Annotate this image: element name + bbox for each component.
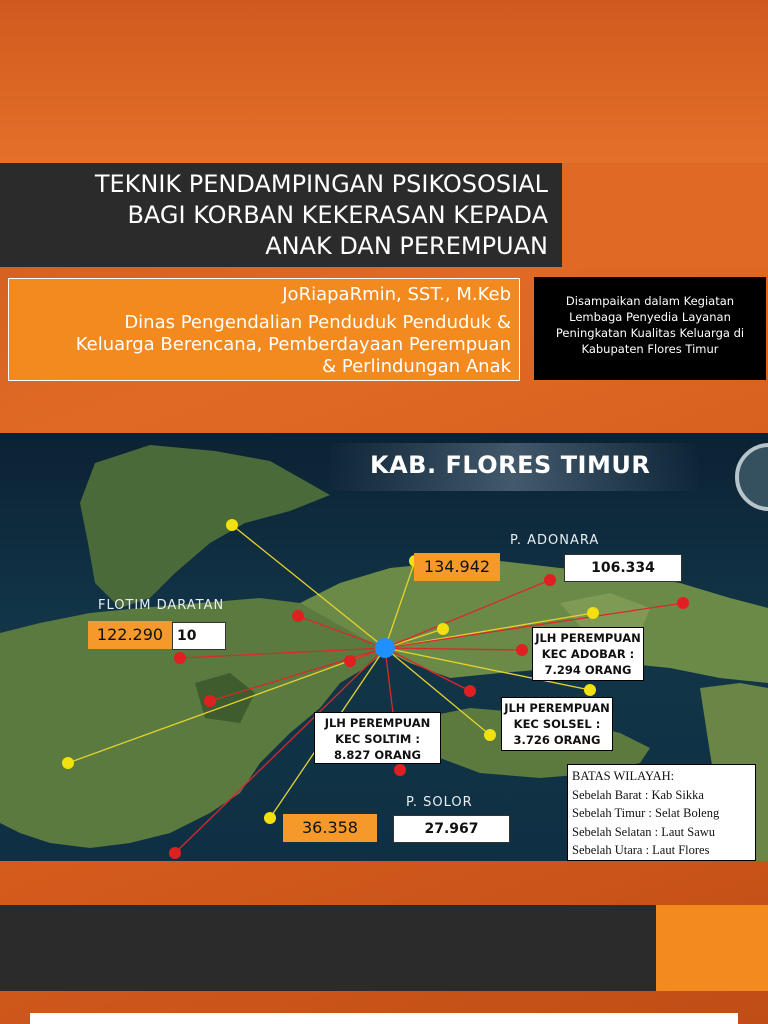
figure-106334: 106.334 <box>564 554 682 582</box>
figure-122290: 122.290 <box>88 621 172 649</box>
callout-line: 3.726 ORANG <box>513 733 601 747</box>
title-accent-strip <box>562 163 768 267</box>
event-info-box <box>534 277 766 380</box>
title-line: TEKNIK PENDAMPINGAN PSIKOSOSIAL <box>94 170 548 198</box>
next-slide-accent <box>656 905 768 991</box>
map-title: KAB. FLORES TIMUR <box>370 451 651 479</box>
callout-line: KEC ADOBAR : <box>541 647 635 661</box>
event-line: Disampaikan dalam Kegiatan <box>565 294 735 308</box>
callout-line: 7.294 ORANG <box>544 663 632 677</box>
agency-line: & Perlindungan Anak <box>322 356 511 377</box>
figure-10: 10 <box>172 622 226 650</box>
callout-soltim <box>314 712 441 764</box>
callout-line: KEC SOLTIM : <box>335 732 420 746</box>
island-north-peninsula <box>80 445 330 608</box>
next-slide-title-bar <box>0 905 656 991</box>
region-map <box>0 433 768 861</box>
title-line: BAGI KORBAN KEKERASAN KEPADA <box>127 201 548 229</box>
slide-title <box>8 169 548 262</box>
callout-solsel <box>501 697 613 751</box>
event-line: Kabupaten Flores Timur <box>581 342 719 356</box>
boundary-item: Sebelah Selatan : Laut Sawu <box>572 824 716 839</box>
capital-marker <box>375 638 395 658</box>
callout-line: JLH PEREMPUAN <box>504 701 610 715</box>
label-daratan: FLOTIM DARATAN <box>98 598 225 613</box>
figure-27967: 27.967 <box>393 815 510 843</box>
label-adonara: P. ADONARA <box>510 533 600 548</box>
boundary-item: Sebelah Timur : Selat Boleng <box>572 806 720 820</box>
event-line: Lembaga Penyedia Layanan <box>569 310 731 324</box>
map-title-box <box>330 443 698 491</box>
figure-36358: 36.358 <box>283 814 377 842</box>
slide-top-background <box>0 0 768 165</box>
boundary-item: Sebelah Barat : Kab Sikka <box>572 787 704 802</box>
next-slide-content-edge <box>30 1013 738 1024</box>
boundary-item: Sebelah Utara : Laut Flores <box>572 843 710 857</box>
callout-line: JLH PEREMPUAN <box>324 716 431 730</box>
author-name: JoRiapaRmin, SST., M.Keb <box>282 284 511 305</box>
event-line: Peningkatan Kualitas Keluarga di <box>555 326 745 340</box>
boundary-legend <box>567 764 756 861</box>
author-box <box>8 278 520 381</box>
callout-line: 8.827 ORANG <box>334 748 421 762</box>
figure-134942: 134.942 <box>414 553 500 581</box>
label-solor: P. SOLOR <box>406 795 473 810</box>
callout-adobar <box>532 627 644 681</box>
agency-line: Keluarga Berencana, Pemberdayaan Perempuan <box>75 334 511 355</box>
callout-line: JLH PEREMPUAN <box>535 631 641 645</box>
title-bar <box>0 163 562 267</box>
title-line: ANAK DAN PEREMPUAN <box>265 232 548 260</box>
author-agency <box>11 312 511 378</box>
agency-line: Dinas Pengendalian Penduduk Penduduk & <box>124 312 511 333</box>
callout-line: KEC SOLSEL : <box>513 717 601 731</box>
boundary-heading: BATAS WILAYAH: <box>572 769 675 783</box>
